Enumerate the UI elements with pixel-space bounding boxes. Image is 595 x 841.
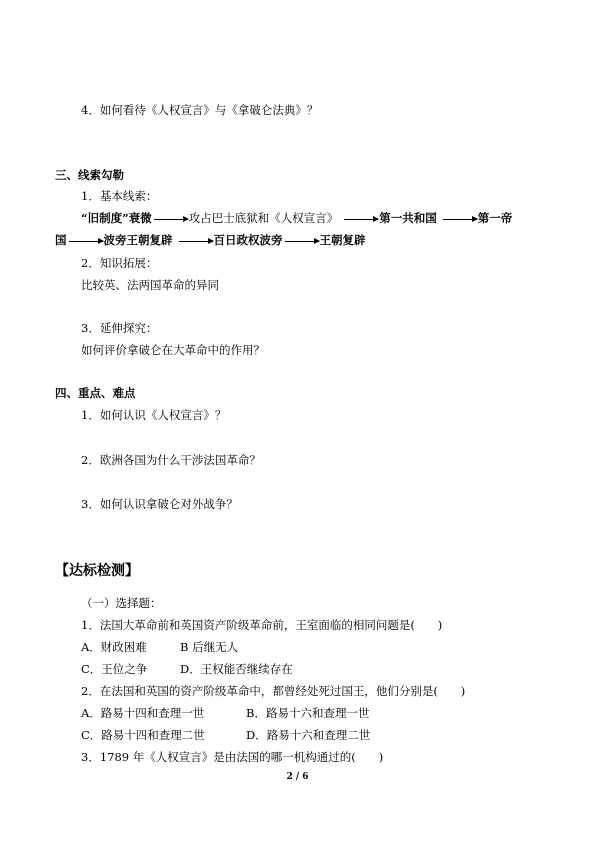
test-q1-option-b: B 后继无人 [180,640,239,654]
test-title: 【达标检测】 [55,563,139,579]
arrow-icon [443,219,477,220]
test-q2-option-a: A．路易十四和查理一世 [81,706,205,720]
test-q1-option-d: D．王权能否继续存在 [180,662,293,676]
arrow-icon [344,219,378,220]
section-4-question-2: 2．欧洲各国为什么干涉法国革命？ [81,453,261,467]
arrow-icon [154,219,188,220]
test-question-1: 1．法国大革命前和英国资产阶级革命前，王室面临的相同问题是( ) [81,618,443,632]
chain-line-1 [81,211,512,226]
chain-step-old-regime: “旧制度”衰微 [81,211,152,225]
section-4-title: 四、重点、难点 [55,386,136,400]
test-question-3: 3．1789 年《人权宣言》是由法国的哪一机构通过的( ) [81,750,384,764]
chain-step-first-empire: 第一帝 [477,211,513,225]
chain-step-bastille: 攻占巴士底狱和《人权宣言》 [188,211,339,225]
page-number: 2 / 6 [286,772,309,782]
test-subtitle: （一）选择题： [81,596,162,610]
chain-step-first-empire-cont: 国 [55,233,67,247]
section-4-question-3: 3．如何认识拿破仑对外战争？ [81,497,238,511]
section-3-item-1: 1．基本线索： [81,189,158,203]
chain-line-2 [55,233,366,248]
chain-step-bourbon-restoration: 波旁王朝复辟 [103,233,173,247]
chain-step-restoration: 王朝复辟 [319,233,366,247]
section-3-item-2-text: 比较英、法两国革命的异同 [81,278,219,292]
section-3-item-3: 3．延伸探究： [81,321,158,335]
test-q2-option-d: D．路易十六和查理二世 [246,728,371,742]
section-3-item-2: 2．知识拓展： [81,256,158,270]
chain-step-hundred-days: 百日政权波旁 [213,233,283,247]
test-q2-option-c: C．路易十四和查理二世 [81,728,205,742]
test-q1-option-a: A．财政困难 [81,640,147,654]
test-q2-option-b: B．路易十六和查理一世 [246,706,370,720]
test-q1-option-c: C．王位之争 [81,662,148,676]
section-3-title: 三、线索勾勒 [55,168,124,182]
arrow-icon [285,241,319,242]
question-4: 4．如何看待《人权宣言》与《拿破仑法典》？ [81,103,319,117]
chain-step-first-republic: 第一共和国 [379,211,437,225]
arrow-icon [69,241,103,242]
test-question-2: 2．在法国和英国的资产阶级革命中，都曾经处死过国王，他们分别是( ) [81,684,466,698]
section-4-question-1: 1．如何认识《人权宣言》？ [81,408,227,422]
section-3-item-3-text: 如何评价拿破仑在大革命中的作用？ [81,343,265,357]
arrow-icon [179,241,213,242]
